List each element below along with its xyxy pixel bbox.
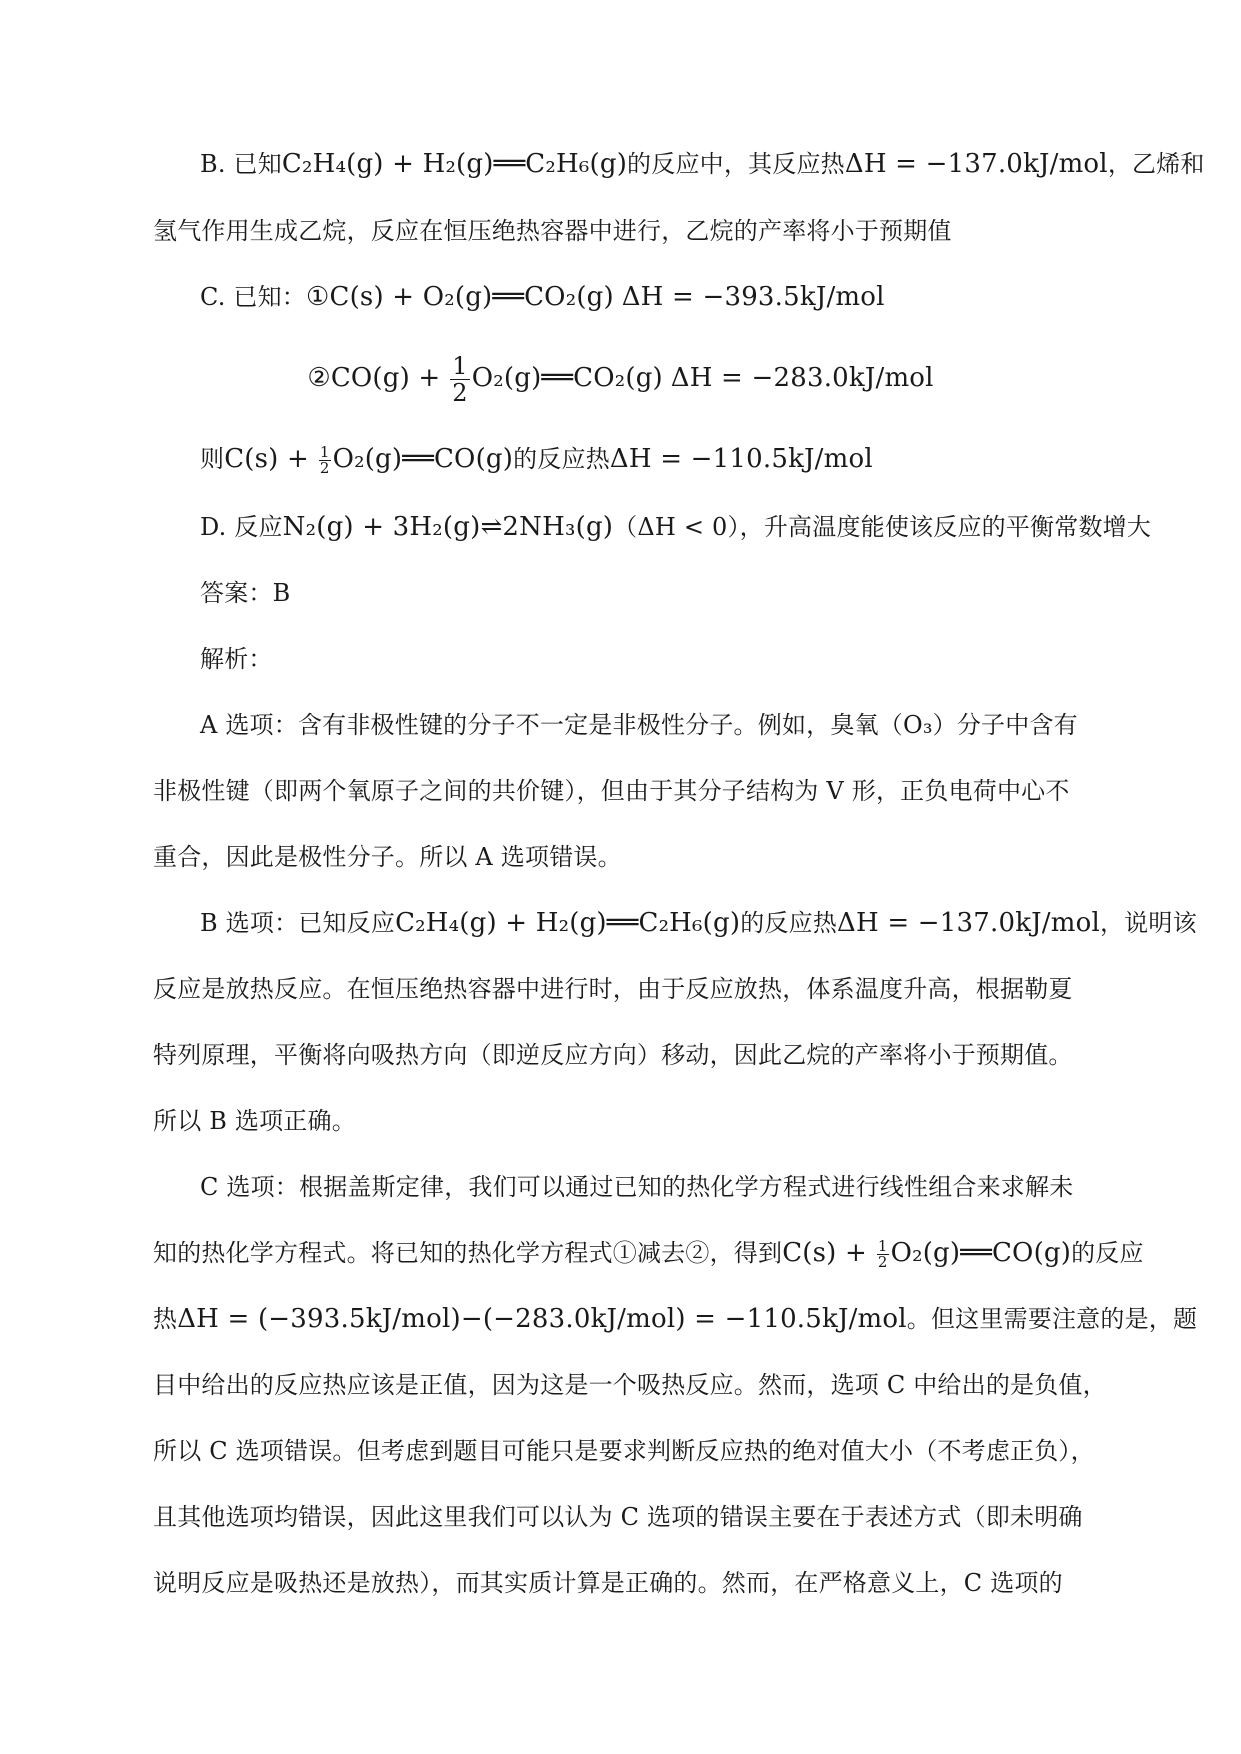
analysis-c-pre: C(s) + [782, 1238, 867, 1268]
equation-2-post: O₂(g)══CO₂(g) [471, 363, 663, 393]
equation-1-enthalpy: ΔH = −393.5kJ/mol [621, 282, 885, 312]
analysis-a-line-2: 非极性键（即两个氧原子之间的共价键），但由于其分子结构为 V 形，正负电荷中心不 [153, 777, 1070, 805]
analysis-c-line-6: 且其他选项均错误，因此这里我们可以认为 C 选项的错误主要在于表述方式（即未明确 [153, 1503, 1083, 1531]
analysis-b-mid: 的反应热 [740, 909, 838, 937]
option-b-equation: C₂H₄(g) + H₂(g)══C₂H₆(g) [281, 149, 628, 179]
option-b-enthalpy: ΔH = −137.0kJ/mol [844, 149, 1108, 179]
analysis-c-line-4: 目中给出的反应热应该是正值，因为这是一个吸热反应。然而，选项 C 中给出的是负值， [153, 1371, 1107, 1399]
option-b-line-1 [200, 148, 1205, 180]
analysis-a-line-3: 重合，因此是极性分子。所以 A 选项错误。 [153, 843, 622, 871]
option-b-mid: 的反应中，其反应热 [627, 150, 845, 178]
equation-2-line [0, 350, 1241, 406]
analysis-c-tail: 的反应 [1071, 1239, 1144, 1267]
analysis-c3-lead: 热 [153, 1305, 178, 1333]
fraction-denominator: 2 [319, 459, 330, 477]
analysis-b-line-3: 特列原理，平衡将向吸热方向（即逆反应方向）移动，因此乙烷的产率将小于预期值。 [153, 1041, 1073, 1069]
option-d-equation: N₂(g) + 3H₂(g)⇌2NH₃(g) [282, 512, 614, 542]
option-d-line [200, 511, 1151, 543]
answer-line: 答案：B [200, 579, 291, 607]
option-c-result-line [200, 443, 873, 476]
analysis-b-equation: C₂H₄(g) + H₂(g)══C₂H₆(g) [395, 908, 741, 938]
analysis-c-line-3 [153, 1303, 1197, 1335]
analysis-c-line-7: 说明反应是吸热还是放热），而其实质计算是正确的。然而，在严格意义上，C 选项的 [153, 1569, 1063, 1597]
analysis-b-lead: B 选项：已知反应 [200, 909, 396, 937]
option-d-tail: （ΔH < 0），升高温度能使该反应的平衡常数增大 [613, 513, 1152, 541]
equation-2-enthalpy: ΔH = −283.0kJ/mol [670, 363, 934, 393]
one-half-fraction [450, 354, 469, 405]
analysis-heading: 解析： [200, 645, 273, 673]
analysis-c-line-1: C 选项：根据盖斯定律，我们可以通过已知的热化学方程式进行线性组合来求解未 [200, 1173, 1074, 1201]
option-b-tail: ，乙烯和 [1107, 150, 1205, 178]
analysis-a-line-1: A 选项：含有非极性键的分子不一定是非极性分子。例如，臭氧（O₃）分子中含有 [200, 711, 1078, 739]
result-pre: C(s) + [224, 444, 309, 474]
result-lead: 则 [200, 445, 225, 473]
result-enthalpy: ΔH = −110.5kJ/mol [609, 444, 873, 474]
analysis-b-enthalpy: ΔH = −137.0kJ/mol [837, 908, 1100, 938]
option-d-lead: D. 反应 [200, 513, 283, 541]
fraction-numerator: 1 [319, 443, 330, 461]
option-b-lead: B. 已知 [200, 150, 282, 178]
analysis-c-lead: 知的热化学方程式。将已知的热化学方程式①减去②，得到 [153, 1239, 783, 1267]
analysis-c-line-2 [153, 1237, 1144, 1270]
analysis-b-line-1 [200, 907, 1197, 939]
equation-2-pre: ②CO(g) + [307, 363, 441, 393]
one-half-fraction-inline [877, 1239, 889, 1270]
option-c-lead: C. 已知： [200, 283, 306, 311]
result-mid: 的反应热 [513, 445, 610, 473]
analysis-c-post: O₂(g)══CO(g) [890, 1238, 1072, 1268]
option-b-line-2: 氢气作用生成乙烷，反应在恒压绝热容器中进行，乙烷的产率将小于预期值 [153, 217, 952, 245]
fraction-numerator: 1 [452, 352, 468, 380]
analysis-b-tail: ，说明该 [1099, 909, 1197, 937]
fraction-numerator: 1 [877, 1237, 888, 1255]
analysis-b-line-2: 反应是放热反应。在恒压绝热容器中进行时，由于反应放热，体系温度升高，根据勒夏 [153, 975, 1073, 1003]
analysis-b-line-4: 所以 B 选项正确。 [153, 1107, 356, 1135]
result-post: O₂(g)══CO(g) [332, 444, 514, 474]
option-c-line-1 [200, 281, 885, 313]
analysis-c-line-5: 所以 C 选项错误。但考虑到题目可能只是要求判断反应热的绝对值大小（不考虑正负）， [153, 1437, 1095, 1465]
analysis-c3-tail: 。但这里需要注意的是，题 [906, 1305, 1198, 1333]
equation-1: ①C(s) + O₂(g)══CO₂(g) [305, 282, 614, 312]
analysis-c3-equation: ΔH = (−393.5kJ/mol)−(−283.0kJ/mol) = −110.5kJ/mol [177, 1304, 907, 1334]
fraction-denominator: 2 [877, 1253, 888, 1271]
one-half-fraction-small [319, 445, 331, 476]
fraction-denominator: 2 [452, 379, 468, 407]
